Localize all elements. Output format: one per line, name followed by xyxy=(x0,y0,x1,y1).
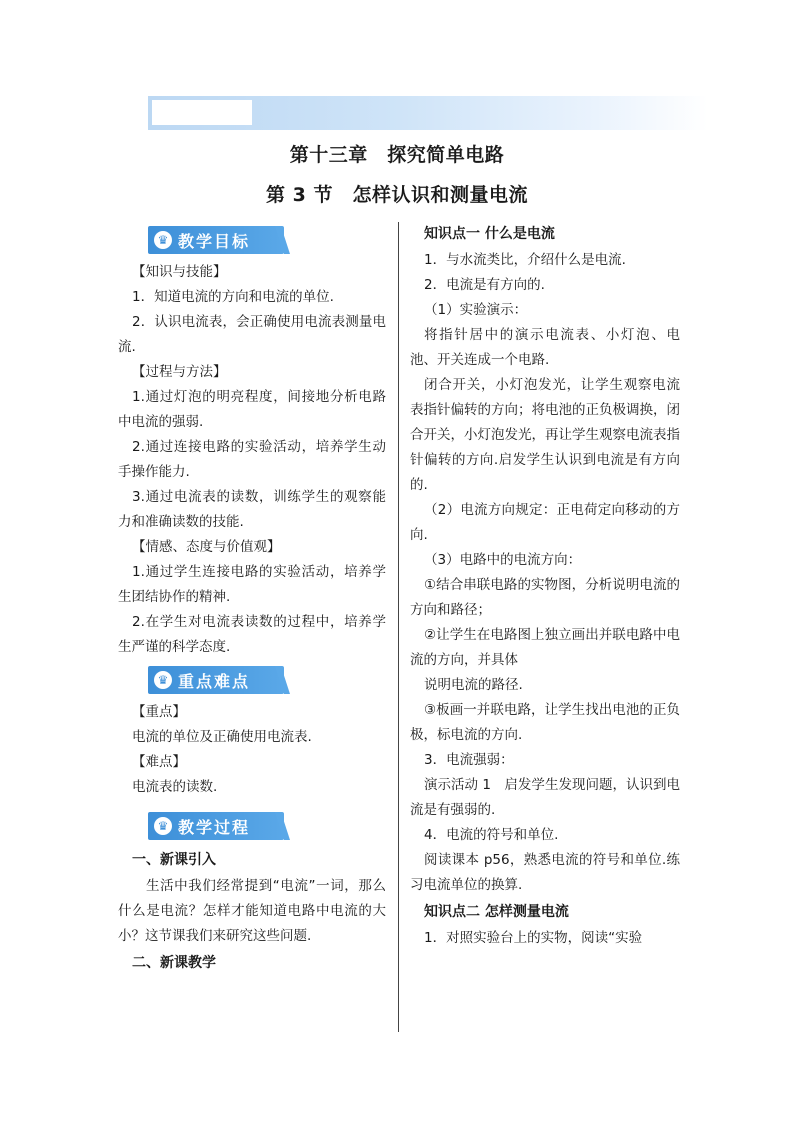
right-column xyxy=(410,220,680,951)
trophy-icon: ♛ xyxy=(154,231,172,249)
knowledge-heading: 知识点二 怎样测量电流 xyxy=(424,904,569,920)
badge-teaching-process: ♛ 教学过程 xyxy=(148,812,284,840)
paragraph: ②让学生在电路图上独立画出并联电路中电流的方向，并具体 xyxy=(410,627,680,668)
paragraph: 电流表的读数. xyxy=(132,779,218,795)
paragraph: 2．电流是有方向的. xyxy=(424,277,545,293)
paragraph: 4．电流的符号和单位. xyxy=(424,827,559,843)
chapter-title: 第十三章 探究简单电路 xyxy=(289,144,505,166)
paragraph: （1）实验演示： xyxy=(424,302,528,318)
paragraph: 【过程与方法】 xyxy=(132,364,227,380)
paragraph: 【重点】 xyxy=(132,704,186,720)
paragraph: 1．知道电流的方向和电流的单位. xyxy=(132,289,334,305)
paragraph: 3.通过电流表的读数，训练学生的观察能力和准确读数的技能. xyxy=(118,489,386,530)
paragraph: 1．对照实验台上的实物，阅读“实验 xyxy=(424,930,643,946)
paragraph: 1．与水流类比，介绍什么是电流. xyxy=(424,252,626,268)
section-title: 第 3 节 怎样认识和测量电流 xyxy=(266,184,528,206)
paragraph: 3．电流强弱： xyxy=(424,752,514,768)
paragraph: 【知识与技能】 xyxy=(132,264,227,280)
badge-teaching-goals: ♛ 教学目标 xyxy=(148,226,284,254)
header-banner-box xyxy=(152,100,252,125)
paragraph: ①结合串联电路的实物图，分析说明电流的方向和路径； xyxy=(410,577,680,618)
paragraph: 2.通过连接电路的实验活动，培养学生动手操作能力. xyxy=(118,439,386,480)
paragraph: 将指针居中的演示电流表、小灯泡、电池、开关连成一个电路. xyxy=(410,327,680,368)
paragraph: 1.通过学生连接电路的实验活动，培养学生团结协作的精神. xyxy=(118,564,386,605)
paragraph: 阅读课本 p56，熟悉电流的符号和单位.练习电流单位的换算. xyxy=(410,852,680,893)
paragraph: 1.通过灯泡的明亮程度，间接地分析电路中电流的强弱. xyxy=(118,389,386,430)
paragraph: 生活中我们经常提到“电流”一词，那么什么是电流？怎样才能知道电路中电流的大小？这节课我们来研究这些问题. xyxy=(118,878,386,944)
left-column xyxy=(118,220,386,977)
trophy-icon: ♛ xyxy=(154,817,172,835)
knowledge-heading: 知识点一 什么是电流 xyxy=(424,226,555,242)
section-heading: 一、新课引入 xyxy=(132,852,216,868)
paragraph: （3）电路中的电流方向： xyxy=(424,552,582,568)
paragraph: 电流的单位及正确使用电流表. xyxy=(132,729,312,745)
paragraph: （2）电流方向规定：正电荷定向移动的方向. xyxy=(410,502,680,543)
column-divider xyxy=(398,222,399,1032)
paragraph: 【情感、态度与价值观】 xyxy=(132,539,281,555)
paragraph: 演示活动 1 启发学生发现问题，认识到电流是有强弱的. xyxy=(410,777,680,818)
badge-key-points: ♛ 重点难点 xyxy=(148,666,284,694)
paragraph: 说明电流的路径. xyxy=(424,677,523,693)
paragraph: ③板画一并联电路，让学生找出电池的正负极，标电流的方向. xyxy=(410,702,680,743)
paragraph: 2.在学生对电流表读数的过程中，培养学生严谨的科学态度. xyxy=(118,614,386,655)
trophy-icon: ♛ xyxy=(154,671,172,689)
section-heading: 二、新课教学 xyxy=(132,955,216,971)
paragraph: 闭合开关，小灯泡发光，让学生观察电流表指针偏转的方向；将电池的正负极调换，闭合开关，小灯泡发光，再让学生观察电流表指针偏转的方向.启发学生认识到电流是有方向的. xyxy=(410,377,680,493)
paragraph: 2．认识电流表，会正确使用电流表测量电流. xyxy=(118,314,386,355)
paragraph: 【难点】 xyxy=(132,754,186,770)
